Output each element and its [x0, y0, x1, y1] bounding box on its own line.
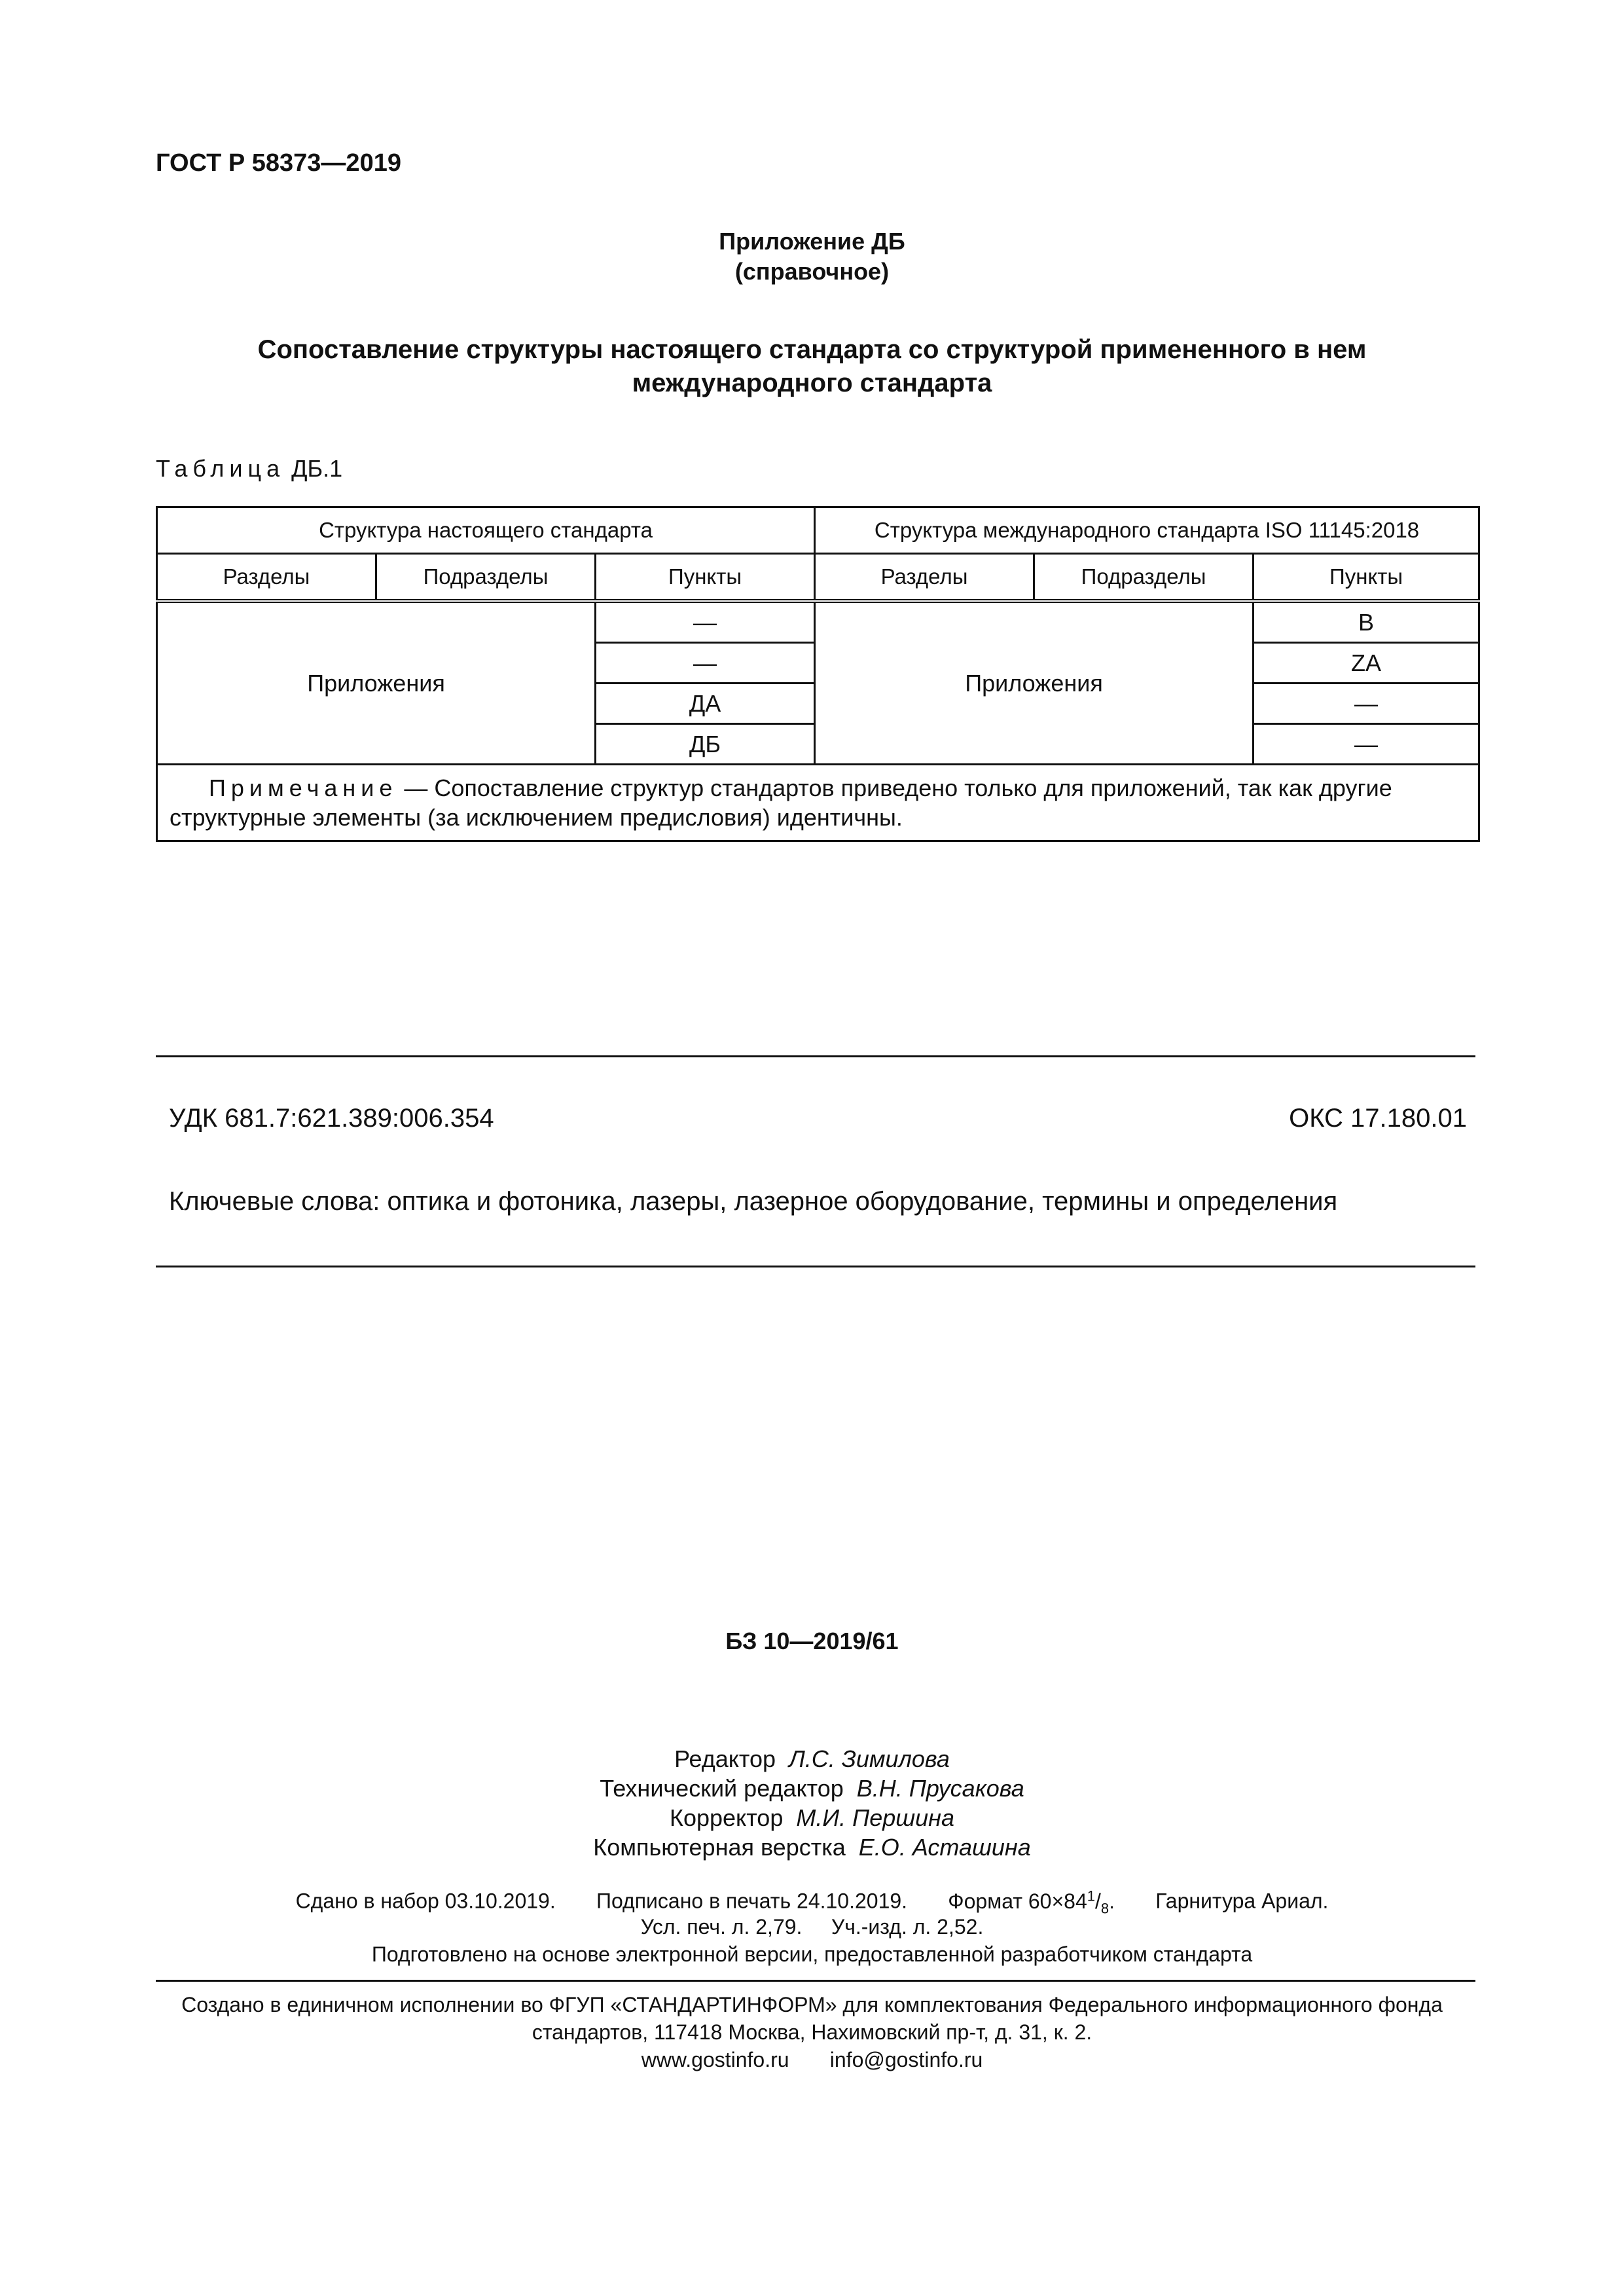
keywords: Ключевые слова: оптика и фотоника, лазеры, лазерное оборудование, термины и определения [169, 1187, 1338, 1216]
divider-imprint [156, 1980, 1475, 1982]
sheet-counts [0, 1915, 1624, 1939]
table-caption [156, 455, 342, 483]
note-label: Примечание [209, 774, 398, 801]
international-point-cell: — [1254, 724, 1479, 765]
column-header: Пункты [596, 554, 815, 602]
international-point-cell: B [1254, 601, 1479, 643]
table-note [157, 765, 1479, 841]
column-header: Подразделы [376, 554, 596, 602]
column-header: Разделы [815, 554, 1034, 602]
appendix-type: (справочное) [734, 258, 890, 285]
print-details [0, 1887, 1624, 1917]
prepared-note: Подготовлено на основе электронной версии, предоставленной разработчиком стандарта [371, 1942, 1253, 1966]
contacts [0, 2048, 1624, 2072]
table-caption-number: ДБ.1 [291, 455, 343, 482]
group-header-international: Структура международного стандарта ISO 11145:2018 [815, 507, 1479, 554]
created-line-1: Создано в единичном исполнении во ФГУП «СТАНДАРТИНФОРМ» для комплектования Федерального информационного фонда [181, 1993, 1443, 2016]
section-heading-line2: международного стандарта [632, 369, 992, 397]
bz-number: БЗ 10—2019/61 [725, 1628, 899, 1654]
appendix-title: Приложение ДБ [719, 228, 905, 255]
sent-date: Сдано в набор 03.10.2019. [295, 1889, 556, 1913]
column-header: Разделы [157, 554, 376, 602]
website-link[interactable]: www.gostinfo.ru [641, 2048, 789, 2071]
oks-code: ОКС 17.180.01 [1289, 1104, 1467, 1133]
structure-comparison-table [156, 506, 1480, 842]
document-id: ГОСТ Р 58373—2019 [156, 149, 401, 177]
divider-bottom [156, 1266, 1475, 1267]
credit-editor: Редактор Л.С. Зимилова [674, 1745, 950, 1772]
publishing-sheets: Уч.-изд. л. 2,52. [831, 1915, 984, 1939]
column-header: Подразделы [1034, 554, 1254, 602]
group-header-national: Структура настоящего стандарта [157, 507, 815, 554]
credit-layout: Компьютерная верстка Е.О. Асташина [593, 1834, 1031, 1861]
print-sheets: Усл. печ. л. 2,79. [640, 1915, 803, 1939]
signed-date: Подписано в печать 24.10.2019. [596, 1889, 908, 1913]
credit-proofreader: Корректор М.И. Першина [670, 1804, 954, 1831]
typeface: Гарнитура Ариал. [1155, 1889, 1329, 1913]
credit-tech-editor: Технический редактор В.Н. Прусакова [600, 1775, 1024, 1802]
national-point-cell: — [596, 601, 815, 643]
credits [0, 1744, 1624, 1862]
national-point-cell: ДБ [596, 724, 815, 765]
email-link[interactable]: info@gostinfo.ru [829, 2048, 983, 2071]
created-line-2: стандартов, 117418 Москва, Нахимовский пр-т, д. 31, к. 2. [532, 2020, 1092, 2044]
udk-code: УДК 681.7:621.389:006.354 [169, 1104, 494, 1133]
national-point-cell: — [596, 643, 815, 683]
table-caption-prefix: Таблица [156, 455, 285, 482]
national-point-cell: ДА [596, 683, 815, 724]
divider-top [156, 1055, 1475, 1057]
column-header: Пункты [1254, 554, 1479, 602]
international-sections-cell: Приложения [815, 601, 1254, 765]
section-heading-line1: Сопоставление структуры настоящего стандарта со структурой примененного в нем [257, 335, 1367, 364]
paper-format: Формат $60\times 84^1/_8$. [948, 1887, 1115, 1917]
international-point-cell: ZA [1254, 643, 1479, 683]
note-text: — Сопоставление структур стандартов приведено только для приложений, так как другие структурные элементы (за исключением предисловия) идентичны. [170, 774, 1392, 831]
international-point-cell: — [1254, 683, 1479, 724]
national-sections-cell: Приложения [157, 601, 596, 765]
